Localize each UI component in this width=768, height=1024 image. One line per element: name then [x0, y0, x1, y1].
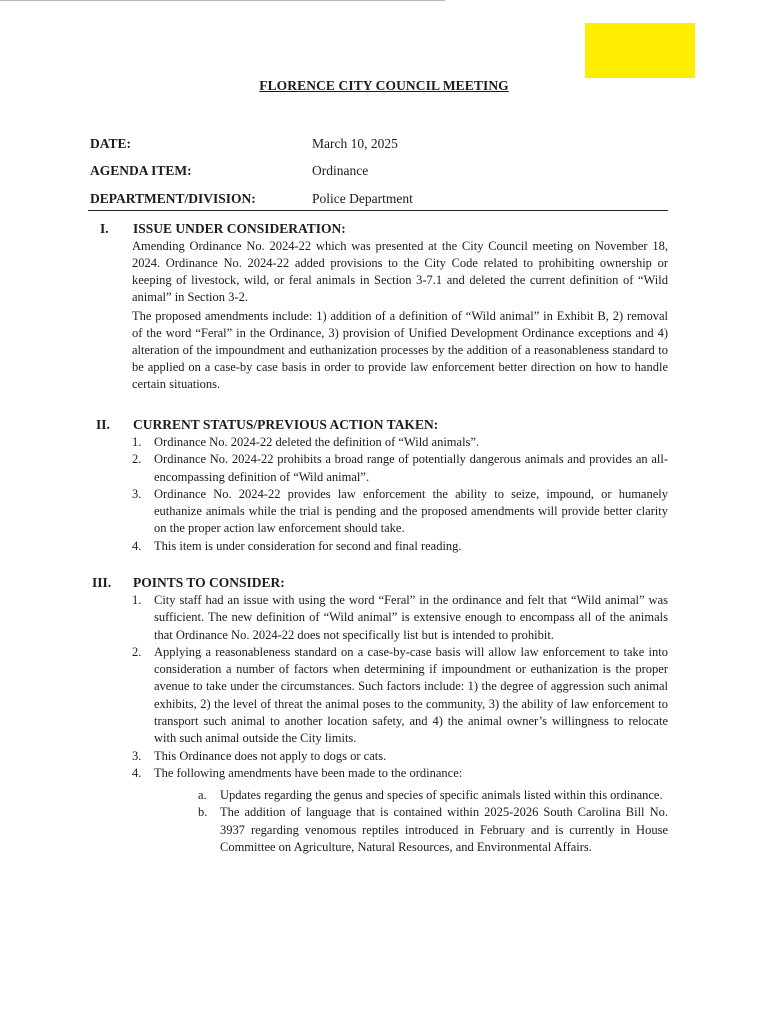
- agenda-item-value: Ordinance: [312, 163, 369, 178]
- list-item-number: 4.: [132, 538, 142, 553]
- list-item-number: 3.: [132, 748, 142, 763]
- section-1-paragraph-1: Amending Ordinance No. 2024-22 which was presented at the City Council meeting on November 18, 2024. Ordinance No. 2024-22 added provisions to the City Code related to prohibiting ownership or keeping of livestock, wild, or feral animals in Section 3-7.1 and deleted the current definition of “Wild animal” in Section 3-2.: [132, 239, 668, 304]
- list-item: [132, 748, 668, 765]
- list-item: [132, 644, 668, 748]
- list-item-text: The following amendments have been made to the ordinance:: [154, 765, 463, 780]
- list-item-number: 3.: [132, 486, 142, 501]
- list-item-number: 2.: [132, 452, 142, 467]
- sublist-item: [198, 804, 668, 856]
- list-item-number: 1.: [132, 435, 142, 449]
- date-value: March 10, 2025: [312, 136, 398, 151]
- department-value: Police Department: [312, 191, 413, 206]
- section-3-sublist: [198, 787, 668, 856]
- list-item-text: This item is under consideration for second and final reading.: [154, 538, 462, 553]
- list-item-number: 1.: [132, 593, 142, 607]
- sublist-item-text: The addition of language that is contained within 2025-2026 South Carolina Bill No. 3937 regarding venomous reptiles introduced in February and is currently in House Committee on Agriculture, Natural Resources, and Environmental Affairs.: [220, 805, 668, 854]
- agenda-item-label: AGENDA ITEM:: [90, 163, 192, 178]
- sublist-item-letter: a.: [198, 788, 207, 802]
- scan-edge-line: [0, 0, 445, 1]
- sublist-item-letter: b.: [198, 805, 208, 820]
- highlight-box: [585, 23, 695, 78]
- section-3-title: POINTS TO CONSIDER:: [133, 575, 285, 590]
- sublist-item-text: Updates regarding the genus and species of specific animals listed within this ordinance.: [220, 788, 663, 802]
- sublist-item: [198, 787, 668, 804]
- list-item: [132, 765, 668, 782]
- list-item-number: 2.: [132, 644, 142, 659]
- section-3-list: [132, 592, 668, 782]
- date-label: DATE:: [90, 136, 132, 151]
- header-divider: [88, 210, 668, 211]
- list-item-text: Ordinance No. 2024-22 deleted the definition of “Wild animals”.: [154, 435, 480, 449]
- section-1-title: ISSUE UNDER CONSIDERATION:: [133, 221, 346, 236]
- section-2-number: II.: [96, 417, 110, 432]
- list-item-text: This Ordinance does not apply to dogs or cats.: [154, 748, 387, 763]
- section-2-title: CURRENT STATUS/PREVIOUS ACTION TAKEN:: [133, 417, 439, 432]
- department-label: DEPARTMENT/DIVISION:: [90, 191, 256, 206]
- section-2-list: [132, 434, 668, 555]
- list-item-text: Ordinance No. 2024-22 provides law enforcement the ability to seize, impound, or humanely euthanize animals while the trial is pending and the proposed amendments will provide better clarity on the proper action law enforcement should take.: [154, 486, 668, 536]
- list-item-text: Applying a reasonableness standard on a case-by-case basis will allow law enforcement to take into consideration a number of factors when determining if impoundment or euthanization is the proper avenue to take under the circumstances. Such factors include: 1) the degree of aggression such animal exhibits, 2) the level of threat the animal poses to the community, 3) the ability of law enforcement to transport such animal to another location safety, and 4) the animal owner’s willingness to relocate with such animal outside the City limits.: [154, 644, 668, 746]
- section-1-number: I.: [100, 221, 109, 236]
- list-item: [132, 538, 668, 555]
- list-item-text: Ordinance No. 2024-22 prohibits a broad range of potentially dangerous animals and provides an all-encompassing definition of “Wild animal”.: [154, 452, 668, 484]
- section-1-paragraph-2: The proposed amendments include: 1) addition of a definition of “Wild animal” in Exhibit B, 2) removal of the word “Feral” in the Ordinance, 3) provision of Unified Development Ordinance exceptions and 4) alteration of the impoundment and euthanization processes by the addition of a reasonableness standard to be applied on a case-by case basis in order to provide law enforcement better direction on how to handle certain situations.: [132, 309, 668, 391]
- section-3-number: III.: [92, 575, 112, 590]
- list-item: [132, 592, 668, 644]
- list-item: [132, 434, 668, 451]
- list-item: [132, 486, 668, 538]
- list-item-number: 4.: [132, 765, 142, 780]
- list-item: [132, 451, 668, 486]
- list-item-text: City staff had an issue with using the word “Feral” in the ordinance and felt that “Wild animal” was sufficient. The new definition of “Wild animal” is extensive enough to encompass all of the animals that Ordinance No. 2024-22 does not specifically list but is intended to prohibit.: [154, 593, 668, 642]
- document-title: FLORENCE CITY COUNCIL MEETING: [259, 78, 509, 93]
